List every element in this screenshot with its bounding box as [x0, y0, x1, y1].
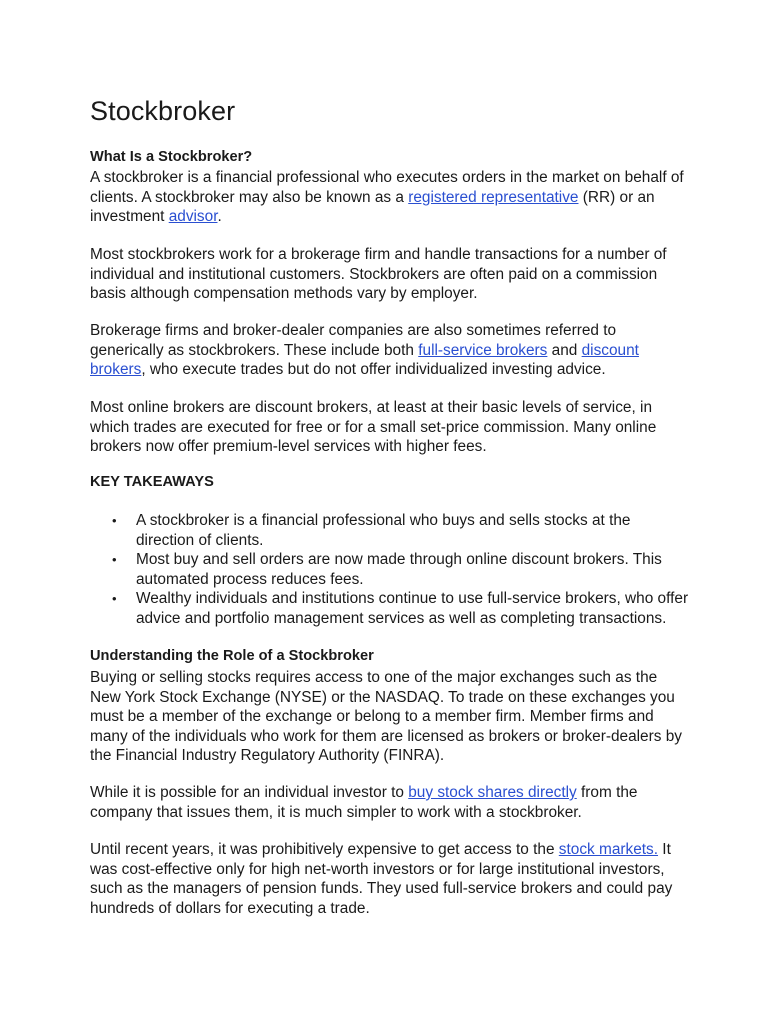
section-heading-role: Understanding the Role of a Stockbroker	[90, 648, 374, 664]
page-title: Stockbroker	[90, 96, 236, 126]
text-span: While it is possible for an individual investor to	[90, 784, 409, 801]
link-buy-stock-shares-directly[interactable]: buy stock shares directly	[408, 784, 577, 801]
text-span: from the company that issues them, it is much simpler to work with a stockbroker.	[90, 784, 638, 821]
text-span: and	[547, 341, 582, 359]
text-span: A stockbroker is a financial professional who executes orders in the market on behalf of clients. A stockbroker may also be known as a	[90, 169, 684, 206]
text-span: Brokerage firms and broker-dealer companies are also sometimes referred to generically as stockbrokers. These include both	[90, 322, 617, 359]
text-span: (RR) or an investment	[90, 188, 655, 225]
text-span: , who execute trades but do not offer individualized investing advice.	[141, 361, 606, 378]
paragraph-individual-investor	[90, 783, 690, 822]
paragraph-broker-dealers	[90, 321, 690, 380]
link-discount-brokers[interactable]: discount brokers	[90, 341, 639, 378]
link-full-service-brokers[interactable]: full-service brokers	[418, 341, 548, 359]
text-span: It was cost-effective only for high net-worth investors or for large institutional investors, such as the managers of pension funds. They used full-service brokers and could pay hundreds of dollars for executing a trade.	[90, 841, 673, 917]
paragraph-definition	[90, 168, 690, 227]
paragraph-brokerage-firm: Most stockbrokers work for a brokerage firm and handle transactions for a number of individual and institutional customers. Stockbrokers are often paid on a commission basis although compensation methods vary by employer.	[90, 246, 667, 302]
list-item: • Wealthy individuals and institutions continue to use full-service brokers, who offer advice and portfolio management services as well as completing transactions.	[90, 589, 690, 628]
link-registered-representative[interactable]: registered representative	[408, 188, 579, 206]
list-item: • A stockbroker is a financial professional who buys and sells stocks at the direction of clients.	[90, 511, 690, 550]
list-item: • Most buy and sell orders are now made through online discount brokers. This automated process reduces fees.	[90, 550, 690, 589]
link-stock-markets[interactable]: stock markets.	[558, 841, 659, 858]
paragraph-exchanges: Buying or selling stocks requires access to one of the major exchanges such as the New York Stock Exchange (NYSE) or the NASDAQ. To trade on these exchanges you must be a member of the exchange or belong to a member firm. Member firms and many of the individuals who work for them are licensed as brokers or broker-dealers by the Financial Industry Regulatory Authority (FINRA).	[90, 669, 682, 764]
section-heading-what-is: What Is a Stockbroker?	[90, 149, 253, 165]
text-span: Until recent years, it was prohibitively expensive to get access to the	[90, 841, 559, 858]
key-takeaways-heading: KEY TAKEAWAYS	[90, 474, 214, 490]
key-takeaways-list	[90, 511, 690, 628]
paragraph-recent-years	[90, 840, 690, 918]
paragraph-online-brokers: Most online brokers are discount brokers, at least at their basic levels of service, in which trades are executed for free or for a small set-price commission. Many online brokers now offer premium-level services with higher fees.	[90, 399, 657, 455]
link-advisor[interactable]: advisor	[168, 208, 218, 225]
text-span: .	[217, 208, 222, 225]
